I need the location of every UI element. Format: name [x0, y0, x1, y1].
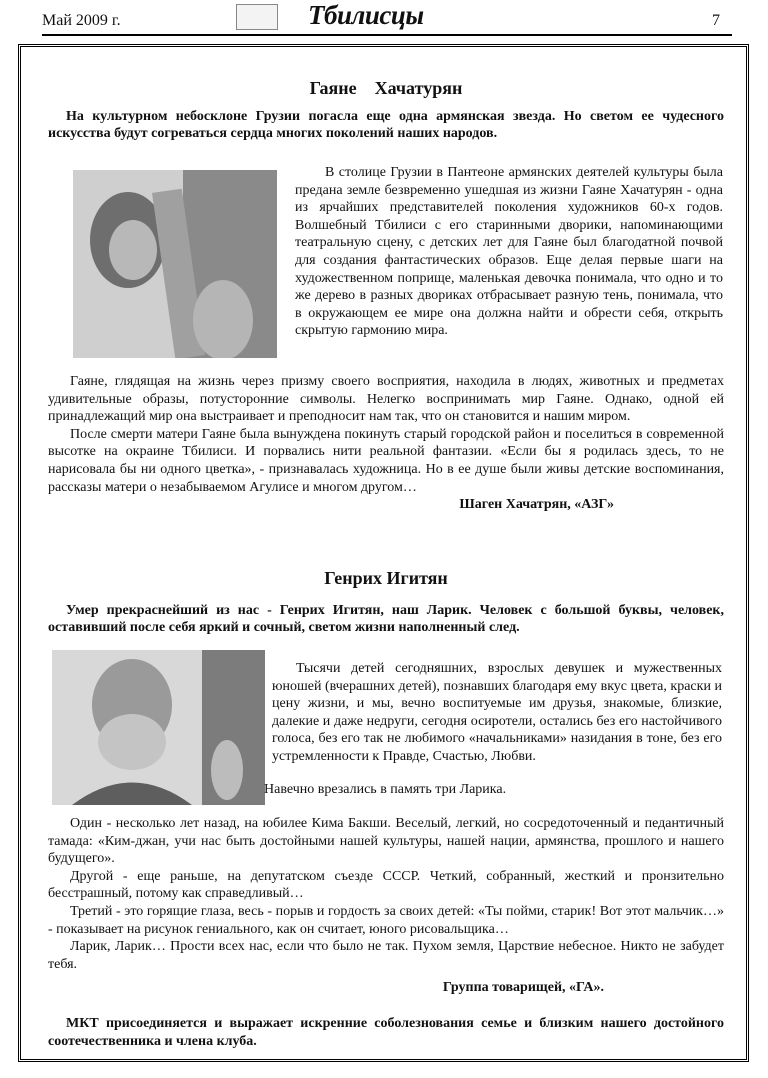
paragraph: Навечно врезались в память три Ларика.	[264, 782, 507, 797]
newspaper-title: Тбилисцы	[308, 0, 424, 30]
club-condolences: МКТ присоединяется и выражает искренние соболезнования семье и близким нашего достойного соотечественника и члена клуба.	[48, 1015, 724, 1049]
paragraph: В столице Грузии в Пантеоне армянских деятелей культуры была предана земле безвременно ушедшая из жизни Гаяне Хачатурян - одна из ярчайших представителей поколения художников 60-х годов. Волшебный Тбилиси с его старинными дворики, напоминающими театральную сцену, с детских лет для Гаяне был благодатной почвой для создания фантастических образов. Еще делая первые шаги на художественном поприще, маленькая девочка понимала, что одно и то же дерево в разных двориках отбрасывает разную тень, понимала, что в окружающем ее мире она должна найти и обрести себя, открыть скрытую гармонию мира.	[295, 165, 723, 339]
article-title: Гаяне Хачатурян	[309, 78, 463, 98]
article-khachatryan	[48, 80, 724, 143]
article-lead: На культурном небосклоне Грузии погасла еще одна армянская звезда. Но светом ее чудесного искусства будут согреваться сердца многих поколений наших народов.	[48, 108, 724, 142]
issue-date: Май 2009 г.	[42, 12, 121, 29]
paragraph: Гаяне, глядящая на жизнь через призму своего восприятия, находила в людях, животных и предметах удивительные образы, потусторонние символы. Нелегко воспринимать мир Гаяне. Однако, одной ей принадлежащий мир она выстраивает и преподносит нам так, что он становится и нашим миром.	[48, 374, 724, 425]
paragraph: Тысячи детей сегодняшних, взрослых девушек и мужественных юношей (вчерашних детей), познавших благодаря ему вкус цвета, краски и цену жизни, и мы, вечно воспитуемые им друзья, знакомые, близкие, далекие и даже недруги, сегодня осиротели, остались без его настойчивого голоса, без его так не любимого «начальниками» назидания в тоне, без его устремленности к Правде, Счастью, Любви.	[272, 661, 722, 764]
article-khachatryan-body-2	[48, 373, 724, 514]
article-igityan-body	[272, 660, 722, 766]
page-header	[0, 0, 768, 40]
paragraph: После смерти матери Гаяне была вынуждена покинуть старый городской район и поселиться в современной высотке на окраине Тбилиси. И порвались нити реальной фантазии. «Если бы я родилась здесь, то не нарисовала бы ни одного цветка», - признавалась художница. Но в ее душе были живы детские воспоминания, рассказы матери о незабываемом Агулисе и многом другом…	[48, 426, 724, 495]
paragraph: Другой - еще раньше, на депутатском съезде СССР. Четкий, собранный, жесткий и пронзительно бесстрашный, потому как справедливый…	[48, 868, 724, 902]
paragraph: Один - несколько лет назад, на юбилее Кима Бакши. Веселый, легкий, но сосредоточенный и педантичный тамада: «Ким-джан, учи нас быть достойными нашей культуры, нашей нации, армянства, прошлого и нашего будущего».	[48, 816, 724, 867]
article-igityan-body-1b	[264, 781, 724, 799]
article-lead: Умер прекраснейший из нас - Генрих Игитян, наш Ларик. Человек с большой буквы, человек, оставивший после себя яркий и сочный, светом жизни наполненный след.	[48, 602, 724, 636]
header-divider	[42, 34, 732, 36]
paragraph: Ларик, Ларик… Прости всех нас, если что было не так. Пухом земля, Царствие небесное. Никто не забудет тебя.	[48, 939, 724, 972]
photo-gayane-khachatryan	[73, 170, 277, 358]
paragraph: Третий - это горящие глаза, весь - порыв и гордость за своих детей: «Ты пойми, старик! Вот этот мальчик…» - показывает на рисунок гениального, как он считает, юного рисовальщика…	[48, 903, 724, 937]
signature: Группа товарищей, «ГА».	[442, 980, 604, 996]
article-igityan-body-2	[48, 815, 724, 1050]
article-igityan	[48, 570, 724, 637]
club-logo-icon	[236, 4, 278, 30]
page-number: 7	[712, 12, 720, 29]
article-khachatryan-body	[295, 164, 723, 340]
signature: Шаген Хачатрян, «АЗГ»	[459, 497, 614, 513]
article-title: Генрих Игитян	[324, 568, 448, 588]
photo-henrikh-igityan	[52, 650, 265, 805]
